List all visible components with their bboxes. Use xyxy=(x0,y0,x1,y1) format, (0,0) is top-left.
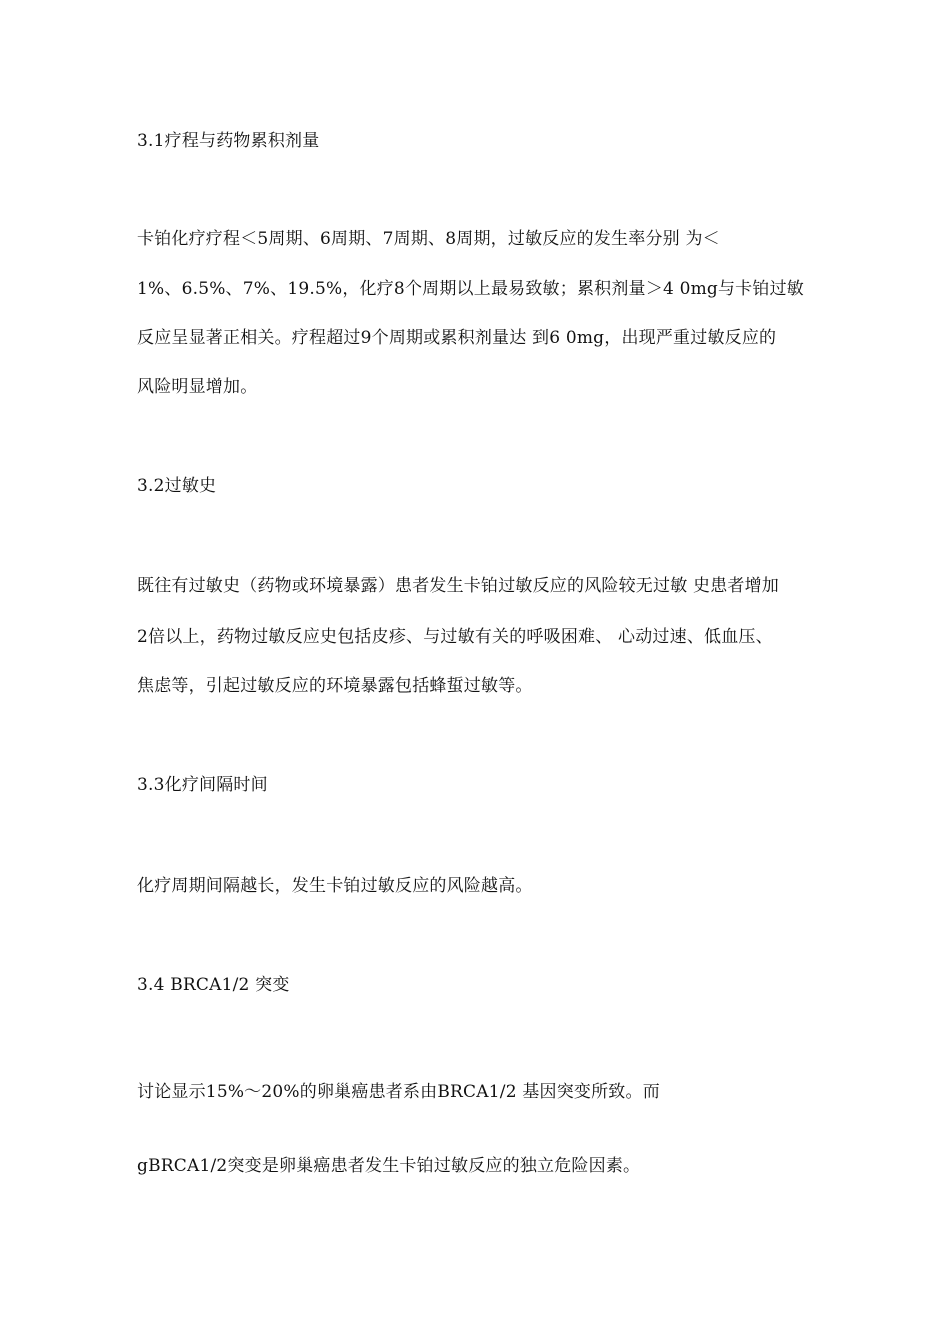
section-heading-3-3: 3.3化疗间隔时间 xyxy=(137,775,268,795)
paragraph-line: 1%、6.5%、7%、19.5%，化疗8个周期以上最易致敏；累积剂量＞4 0mg与卡铂过敏 xyxy=(137,279,804,299)
paragraph-line: 反应呈显著正相关。疗程超过9个周期或累积剂量达 到6 0mg，出现严重过敏反应的 xyxy=(137,328,777,348)
paragraph-line: gBRCA1/2突变是卵巢癌患者发生卡铂过敏反应的独立危险因素。 xyxy=(137,1156,641,1176)
paragraph-line: 焦虑等，引起过敏反应的环境暴露包括蜂蜇过敏等。 xyxy=(137,676,533,696)
paragraph-line: 2倍以上，药物过敏反应史包括皮疹、与过敏有关的呼吸困难、 心动过速、低血压、 xyxy=(137,627,773,647)
section-heading-3-2: 3.2过敏史 xyxy=(137,476,217,496)
section-heading-3-4: 3.4 BRCA1/2 突变 xyxy=(137,975,290,995)
paragraph-line: 风险明显增加。 xyxy=(137,377,258,397)
paragraph-line: 讨论显示15%〜20%的卵巢癌患者系由BRCA1/2 基因突变所致。而 xyxy=(137,1082,660,1102)
paragraph-line: 卡铂化疗疗程＜5周期、6周期、7周期、8周期，过敏反应的发生率分别 为＜ xyxy=(137,229,720,249)
paragraph-line: 化疗周期间隔越长，发生卡铂过敏反应的风险越高。 xyxy=(137,876,533,896)
section-heading-3-1: 3.1疗程与药物累积剂量 xyxy=(137,131,320,151)
paragraph-line: 既往有过敏史（药物或环境暴露）患者发生卡铂过敏反应的风险较无过敏 史患者增加 xyxy=(137,576,780,596)
